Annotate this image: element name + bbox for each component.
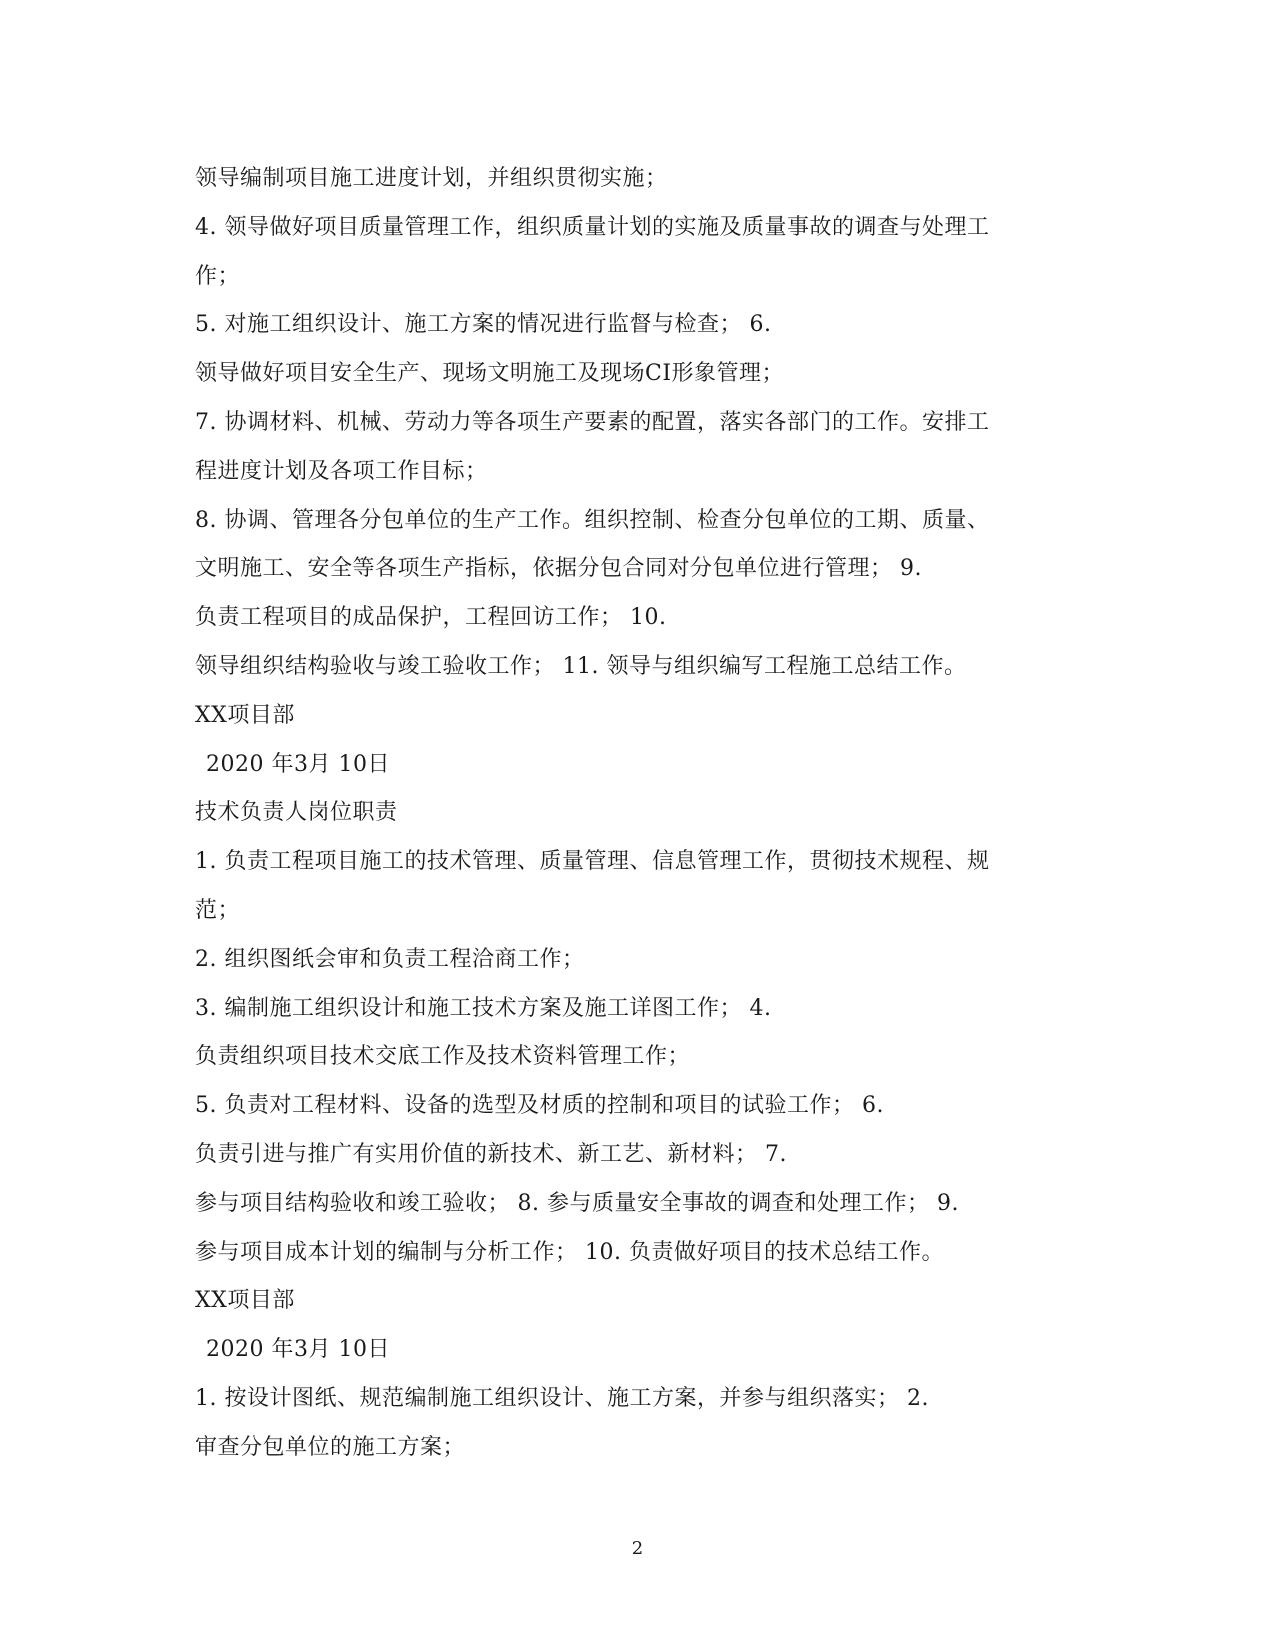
- text-line: 4. 领导做好项目质量管理工作，组织质量计划的实施及质量事故的调查与处理工: [195, 214, 990, 240]
- text-line: 文明施工、安全等各项生产指标，依据分包合同对分包单位进行管理； 9.: [195, 556, 922, 582]
- text-line: 领导组织结构验收与竣工验收工作； 11. 领导与组织编写工程施工总结工作。: [195, 653, 967, 679]
- signature-date: 2020 年3月 10日: [206, 751, 390, 777]
- signature-date: 2020 年3月 10日: [206, 1337, 390, 1363]
- text-line: 5. 对施工组织设计、施工方案的情况进行监督与检查； 6.: [195, 312, 772, 338]
- department-signature: XX项目部: [195, 702, 295, 728]
- document-body: [195, 155, 1095, 1473]
- text-line: 领导编制项目施工进度计划，并组织贯彻实施；: [195, 166, 668, 191]
- text-line: 范；: [195, 897, 241, 923]
- text-line: 审查分包单位的施工方案；: [195, 1434, 466, 1460]
- text-line: 8. 协调、管理各分包单位的生产工作。组织控制、检查分包单位的工期、质量、: [195, 507, 990, 533]
- text-line: 2. 组织图纸会审和负责工程洽商工作；: [195, 946, 585, 972]
- text-line: 参与项目成本计划的编制与分析工作； 10. 负责做好项目的技术总结工作。: [195, 1239, 944, 1265]
- department-signature: XX项目部: [195, 1288, 295, 1314]
- text-line: 作；: [195, 263, 241, 289]
- text-line: 1. 按设计图纸、规范编制施工组织设计、施工方案，并参与组织落实； 2.: [195, 1385, 929, 1411]
- text-line: 负责组织项目技术交底工作及技术资料管理工作；: [195, 1044, 691, 1070]
- text-line: 1. 负责工程项目施工的技术管理、质量管理、信息管理工作，贯彻技术规程、规: [195, 849, 990, 875]
- text-line: 3. 编制施工组织设计和施工技术方案及施工详图工作； 4.: [195, 995, 772, 1021]
- page-number: 2: [631, 1538, 644, 1559]
- text-line: 程进度计划及各项工作目标；: [195, 458, 488, 484]
- text-line: 负责工程项目的成品保护，工程回访工作； 10.: [195, 605, 667, 631]
- section-title: 技术负责人岗位职责: [195, 800, 398, 826]
- text-line: 5. 负责对工程材料、设备的选型及材质的控制和项目的试验工作； 6.: [195, 1093, 884, 1119]
- text-line: 参与项目结构验收和竣工验收； 8. 参与质量安全事故的调查和处理工作； 9.: [195, 1190, 959, 1216]
- text-line: 领导做好项目安全生产、现场文明施工及现场CI形象管理；: [195, 361, 785, 387]
- text-line: 负责引进与推广有实用价值的新技术、新工艺、新材料； 7.: [195, 1141, 787, 1167]
- text-line: 7. 协调材料、机械、劳动力等各项生产要素的配置，落实各部门的工作。安排工: [195, 409, 990, 435]
